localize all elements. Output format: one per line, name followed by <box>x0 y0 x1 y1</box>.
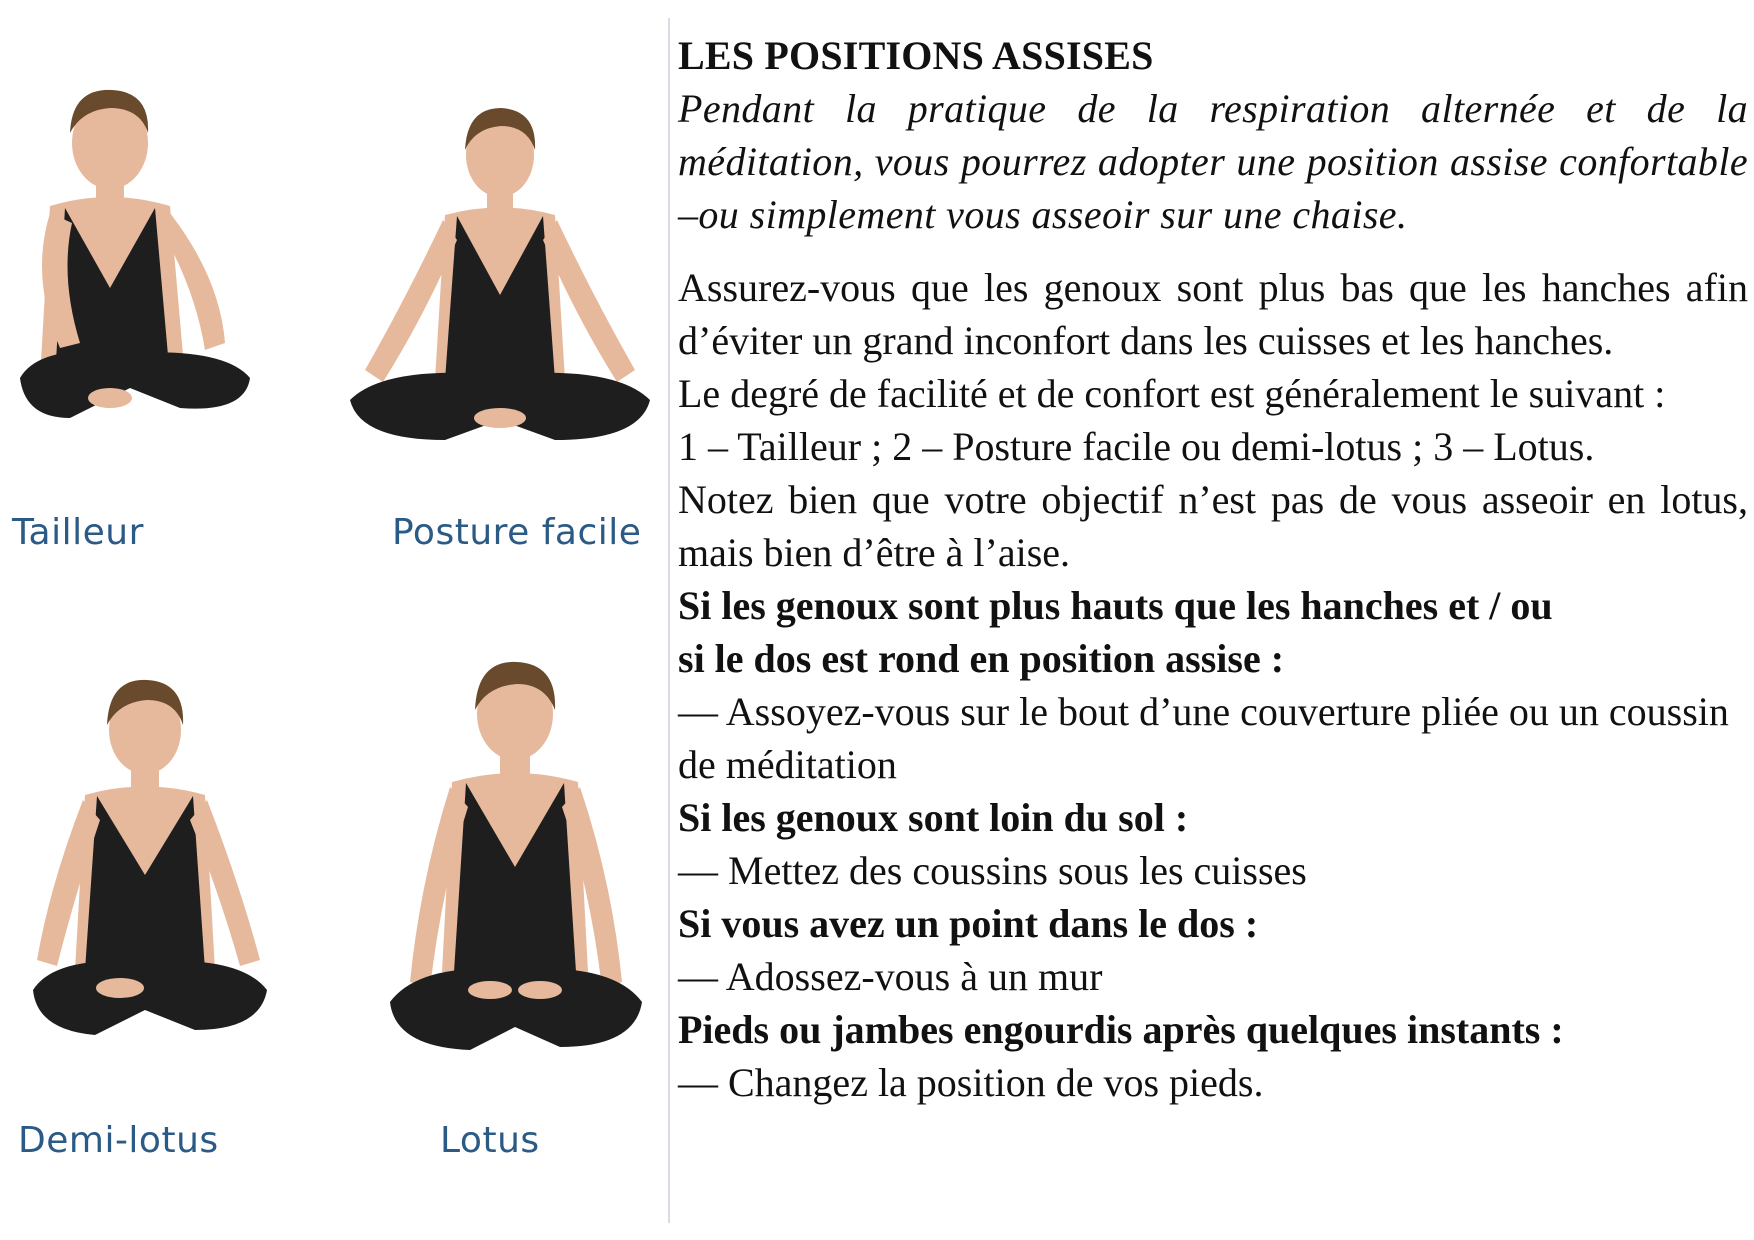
caption-lotus: Lotus <box>440 1120 540 1161</box>
figure-posture-facile <box>345 100 655 460</box>
figure-lotus <box>380 652 650 1072</box>
column-divider <box>668 18 670 1223</box>
degree-paragraph: Le degré de facilité et de confort est généralement le suivant : <box>678 371 1666 416</box>
meditating-woman-illustration <box>345 100 655 460</box>
tip-heading: Si les genoux sont plus hauts que les hanches et / ou <box>678 583 1553 628</box>
meditating-woman-illustration <box>25 670 275 1060</box>
text-column <box>678 30 1748 1109</box>
tip-advice: — Adossez-vous à un mur <box>678 954 1103 999</box>
caption-demi-lotus: Demi-lotus <box>18 1120 219 1161</box>
figure-demi-lotus <box>25 670 275 1060</box>
tip-heading: Si les genoux sont loin du sol : <box>678 795 1189 840</box>
caption-posture-facile: Posture facile <box>392 512 642 553</box>
tip-heading: Pieds ou jambes engourdis après quelques instants : <box>678 1007 1564 1052</box>
page-title: LES POSITIONS ASSISES <box>678 33 1154 78</box>
tip-advice: — Changez la position de vos pieds. <box>678 1060 1264 1105</box>
tip-heading: si le dos est rond en position assise : <box>678 636 1285 681</box>
meditating-woman-illustration <box>10 78 260 458</box>
illustrations-panel <box>0 0 660 1240</box>
tip-heading: Si vous avez un point dans le dos : <box>678 901 1259 946</box>
meditating-woman-illustration <box>380 652 650 1072</box>
ranking-line: 1 – Tailleur ; 2 – Posture facile ou demi-lotus ; 3 – Lotus. <box>678 424 1595 469</box>
knees-paragraph: Assurez-vous que les genoux sont plus bas que les hanches afin d’éviter un grand inconfort dans les cuisses et les hanches. <box>678 265 1748 363</box>
caption-tailleur: Tailleur <box>12 512 144 553</box>
figure-tailleur <box>10 78 260 458</box>
intro-paragraph: Pendant la pratique de la respiration alternée et de la méditation, vous pourrez adopter une position assise confortable –ou simplement vous asseoir sur une chaise. <box>678 86 1748 237</box>
goal-paragraph: Notez bien que votre objectif n’est pas de vous asseoir en lotus, mais bien d’être à l’aise. <box>678 477 1748 575</box>
tip-advice: — Mettez des coussins sous les cuisses <box>678 848 1307 893</box>
tip-advice: — Assoyez-vous sur le bout d’une couverture pliée ou un coussin de méditation <box>678 689 1729 787</box>
